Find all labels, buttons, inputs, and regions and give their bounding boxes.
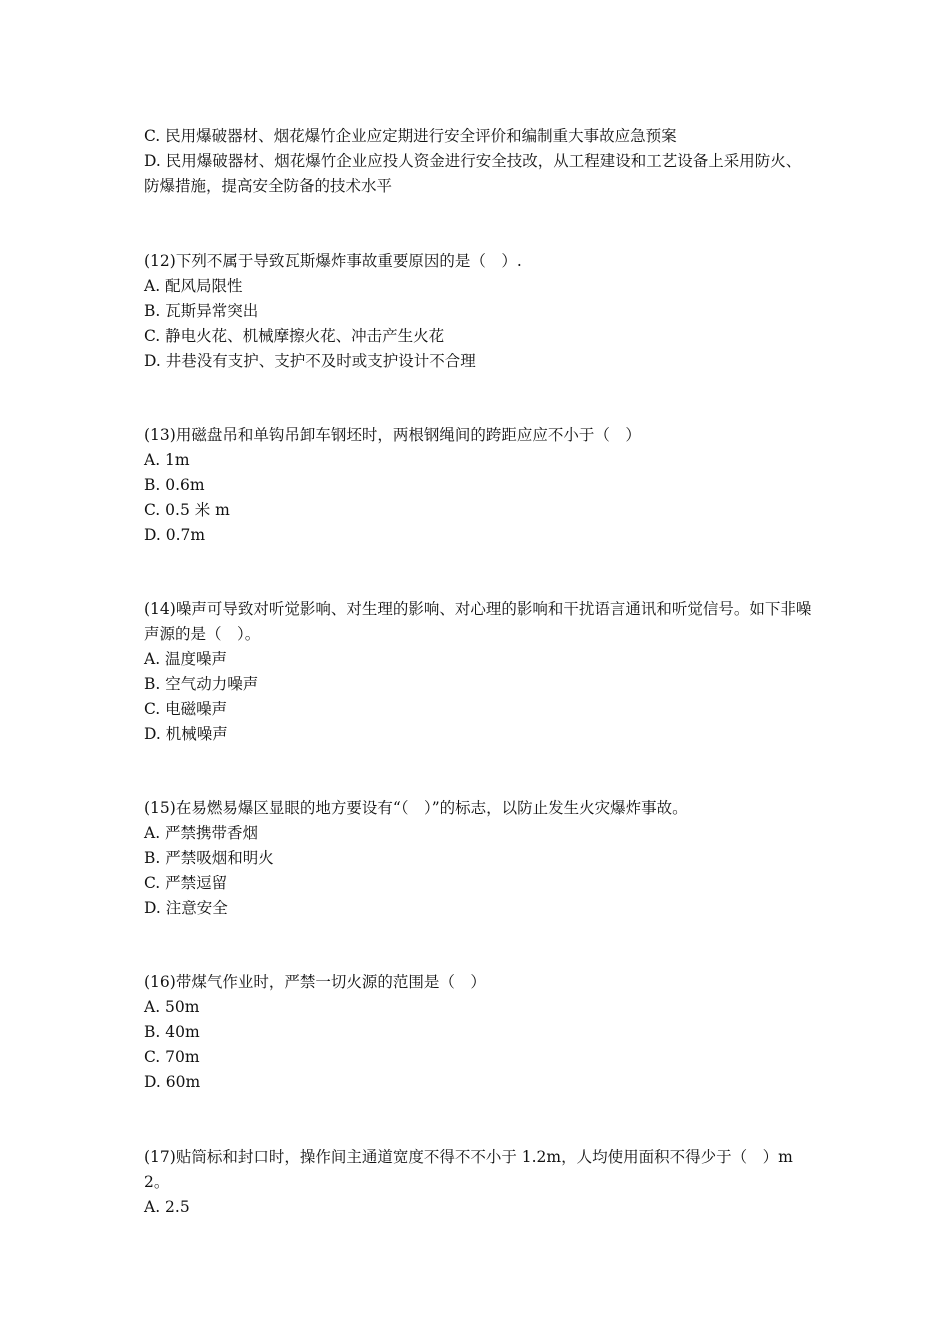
option-d: D. 60m	[144, 1073, 201, 1091]
option-d: D. 机械噪声	[144, 725, 228, 743]
question-stem: (16)带煤气作业时，严禁一切火源的范围是（ ）	[144, 973, 486, 991]
option-c: C. 静电火花、机械摩擦火花、冲击产生火花	[144, 327, 445, 345]
question-stem: (14)噪声可导致对听觉影响、对生理的影响、对心理的影响和干扰语言通讯和听觉信号。如下非噪声源的是（ ）。	[144, 600, 812, 643]
option-d: D. 0.7m	[144, 526, 206, 544]
question-14	[144, 597, 814, 747]
question-fragment	[144, 124, 814, 199]
option-c: C. 民用爆破器材、烟花爆竹企业应定期进行安全评价和编制重大事故应急预案	[144, 127, 677, 145]
option-b: B. 0.6m	[144, 476, 205, 494]
option-a: A. 50m	[144, 998, 200, 1016]
option-c: C. 70m	[144, 1048, 200, 1066]
question-13	[144, 423, 814, 548]
question-stem: (12)下列不属于导致瓦斯爆炸事故重要原因的是（ ）.	[144, 252, 522, 270]
option-c: C. 电磁噪声	[144, 700, 228, 718]
option-b: B. 40m	[144, 1023, 200, 1041]
option-a: A. 严禁携带香烟	[144, 824, 259, 842]
option-b: B. 瓦斯异常突出	[144, 302, 259, 320]
option-c: C. 0.5 米 m	[144, 501, 230, 519]
option-a: A. 温度噪声	[144, 650, 228, 668]
question-17	[144, 1145, 814, 1220]
question-stem: (17)贴筒标和封口时，操作间主通道宽度不得不不小于 1.2m，人均使用面积不得少于（ ）m2。	[144, 1148, 793, 1191]
option-b: B. 严禁吸烟和明火	[144, 849, 274, 867]
question-16	[144, 970, 814, 1095]
option-a: A. 1m	[144, 451, 190, 469]
option-d: D. 井巷没有支护、支护不及时或支护设计不合理	[144, 352, 476, 370]
option-a: A. 2.5	[144, 1198, 190, 1216]
question-stem: (15)在易燃易爆区显眼的地方要设有“（ ）”的标志，以防止发生火灾爆炸事故。	[144, 799, 688, 817]
option-a: A. 配风局限性	[144, 277, 243, 295]
question-stem: (13)用磁盘吊和单钩吊卸车钢坯时，两根钢绳间的跨距应应不小于（ ）	[144, 426, 641, 444]
option-b: B. 空气动力噪声	[144, 675, 259, 693]
option-c: C. 严禁逗留	[144, 874, 228, 892]
question-15	[144, 796, 814, 921]
question-12	[144, 249, 814, 374]
option-d: D. 注意安全	[144, 899, 228, 917]
option-d: D. 民用爆破器材、烟花爆竹企业应投人资金进行安全技改，从工程建设和工艺设备上采用防火、防爆措施，提高安全防备的技术水平	[144, 152, 802, 195]
